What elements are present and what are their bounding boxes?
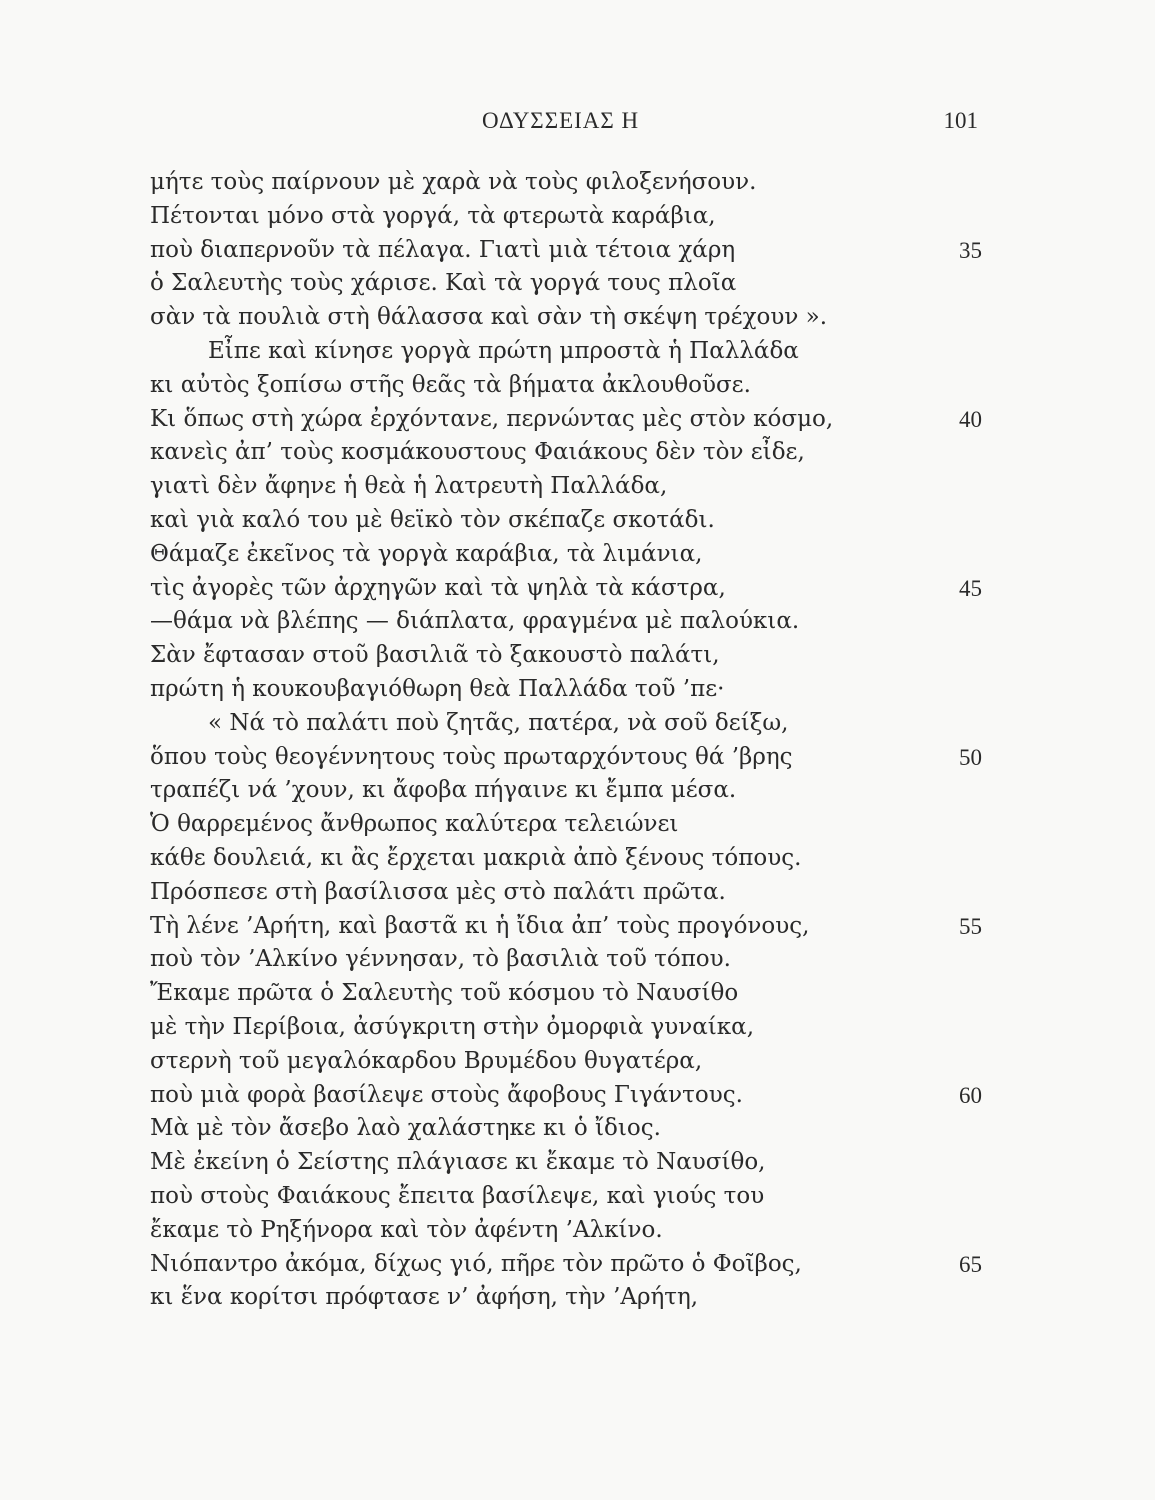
- verse-line: [150, 504, 990, 538]
- verse-line: [150, 673, 990, 707]
- verse-line: [150, 234, 990, 268]
- verse-text: στερνὴ τοῦ μεγαλόκαρδου Βρυμέδου θυγατέρα,: [150, 1047, 703, 1074]
- verse-line: [150, 335, 990, 369]
- verse-line: [150, 369, 990, 403]
- verse-text: Νιόπαντρο ἀκόμα, δίχως γιό, πῆρε τὸν πρῶτο ὁ Φοῖβος,: [150, 1250, 802, 1277]
- verse-line: [150, 977, 990, 1011]
- verse-text: ποὺ διαπερνοῦν τὰ πέλαγα. Γιατὶ μιὰ τέτοια χάρη: [150, 236, 736, 263]
- verse-line: [150, 741, 990, 775]
- verse-line: [150, 572, 990, 606]
- verse-line: [150, 403, 990, 437]
- verse-text: Πρόσπεσε στὴ βασίλισσα μὲς στὸ παλάτι πρῶτα.: [150, 878, 726, 905]
- line-number: 60: [959, 1082, 982, 1108]
- verse-text: μὲ τὴν Περίβοια, ἀσύγκριτη στὴν ὀμορφιὰ γυναίκα,: [150, 1013, 755, 1040]
- verse-line: [150, 1079, 990, 1113]
- verse-text: Θάμαζε ἐκεῖνος τὰ γοργὰ καράβια, τὰ λιμάνια,: [150, 540, 703, 567]
- line-number: 55: [959, 913, 982, 939]
- verse-line: [150, 707, 990, 741]
- verse-line: [150, 436, 990, 470]
- verse-text: ποὺ στοὺς Φαιάκους ἔπειτα βασίλεψε, καὶ γιούς του: [150, 1182, 765, 1209]
- verse-text: ὅπου τοὺς θεογέννητους τοὺς πρωταρχόντους θά ’βρης: [150, 743, 793, 770]
- verse-line: [150, 200, 990, 234]
- line-number: 65: [959, 1251, 982, 1277]
- verse-line: [150, 910, 990, 944]
- verse-text: ποὺ μιὰ φορὰ βασίλεψε στοὺς ἄφοβους Γιγάντους.: [150, 1081, 743, 1108]
- verse-text: Μὲ ἐκείνη ὁ Σείστης πλάγιασε κι ἔκαμε τὸ Ναυσίθο,: [150, 1149, 766, 1176]
- verse-text: Σὰν ἔφτασαν στοῦ βασιλιᾶ τὸ ξακουστὸ παλάτι,: [150, 642, 720, 669]
- verse-line: [150, 470, 990, 504]
- verse-text: Κι ὅπως στὴ χώρα ἐρχόντανε, περνώντας μὲς στὸν κόσμο,: [150, 405, 834, 432]
- verse-line: [150, 1180, 990, 1214]
- verse-line: [150, 943, 990, 977]
- verse-line: [150, 876, 990, 910]
- verse-block: [150, 166, 990, 1315]
- running-title: ΟΔΥΣΣΕΙΑΣ Η: [482, 108, 640, 133]
- verse-line: [150, 1112, 990, 1146]
- line-number: 35: [959, 237, 982, 263]
- verse-line: [150, 1045, 990, 1079]
- verse-text: πρώτη ἡ κουκουβαγιόθωρη θεὰ Παλλάδα τοῦ ’πε·: [150, 675, 725, 702]
- verse-text: Ὁ θαρρεμένος ἄνθρωπος καλύτερα τελειώνει: [150, 811, 679, 838]
- verse-text: τραπέζι νά ’χουν, κι ἄφοβα πήγαινε κι ἔμπα μέσα.: [150, 777, 737, 804]
- verse-text: ὁ Σαλευτὴς τοὺς χάρισε. Καὶ τὰ γοργά τους πλοῖα: [150, 270, 737, 297]
- verse-text: Πέτονται μόνο στὰ γοργά, τὰ φτερωτὰ καράβια,: [150, 202, 716, 229]
- verse-text: γιατὶ δὲν ἄφηνε ἡ θεὰ ἡ λατρευτὴ Παλλάδα,: [150, 473, 668, 500]
- page-number: 101: [943, 108, 978, 133]
- verse-text: Εἶπε καὶ κίνησε γοργὰ πρώτη μπροστὰ ἡ Παλλάδα: [208, 337, 799, 364]
- line-number: 50: [959, 744, 982, 770]
- verse-text: κι αὐτὸς ξοπίσω στῆς θεᾶς τὰ βήματα ἀκλουθοῦσε.: [150, 371, 751, 398]
- verse-line: [150, 1146, 990, 1180]
- page-header: [0, 108, 1155, 142]
- verse-text: καὶ γιὰ καλό του μὲ θεϊκὸ τὸν σκέπαζε σκοτάδι.: [150, 506, 715, 533]
- verse-text: κι ἕνα κορίτσι πρόφτασε ν’ ἀφήση, τὴν ’Αρήτη,: [150, 1284, 699, 1311]
- verse-text: κανεὶς ἀπ’ τοὺς κοσμάκουστους Φαιάκους δὲν τὸν εἶδε,: [150, 439, 805, 466]
- verse-line: [150, 1011, 990, 1045]
- verse-text: Τὴ λένε ’Αρήτη, καὶ βαστᾶ κι ἡ ἴδια ἀπ’ τοὺς προγόνους,: [150, 912, 810, 939]
- verse-text: σὰν τὰ πουλιὰ στὴ θάλασσα καὶ σὰν τὴ σκέψη τρέχουν ».: [150, 304, 828, 331]
- verse-line: [150, 267, 990, 301]
- verse-text: ἔκαμε τὸ Ρηξήνορα καὶ τὸν ἀφέντη ’Αλκίνο.: [150, 1216, 663, 1243]
- verse-line: [150, 301, 990, 335]
- verse-line: [150, 774, 990, 808]
- verse-line: [150, 1281, 990, 1315]
- verse-text: Ἔκαμε πρῶτα ὁ Σαλευτὴς τοῦ κόσμου τὸ Ναυσίθο: [150, 980, 739, 1007]
- verse-text: κάθε δουλειά, κι ἂς ἔρχεται μακριὰ ἀπὸ ξένους τόπους.: [150, 844, 802, 871]
- line-number: 45: [959, 575, 982, 601]
- verse-line: [150, 639, 990, 673]
- verse-line: [150, 166, 990, 200]
- verse-text: τὶς ἀγορὲς τῶν ἀρχηγῶν καὶ τὰ ψηλὰ τὰ κάστρα,: [150, 574, 726, 601]
- verse-line: [150, 808, 990, 842]
- line-number: 40: [959, 406, 982, 432]
- verse-line: [150, 1248, 990, 1282]
- verse-line: [150, 842, 990, 876]
- verse-line: [150, 538, 990, 572]
- verse-line: [150, 605, 990, 639]
- verse-text: —θάμα νὰ βλέπης — διάπλατα, φραγμένα μὲ παλούκια.: [150, 608, 800, 635]
- verse-line: [150, 1214, 990, 1248]
- verse-text: Μὰ μὲ τὸν ἄσεβο λαὸ χαλάστηκε κι ὁ ἴδιος.: [150, 1115, 661, 1142]
- verse-text: ποὺ τὸν ’Αλκίνο γέννησαν, τὸ βασιλιὰ τοῦ τόπου.: [150, 946, 731, 973]
- verse-text: « Νά τὸ παλάτι ποὺ ζητᾶς, πατέρα, νὰ σοῦ δείξω,: [208, 709, 789, 736]
- verse-text: μήτε τοὺς παίρνουν μὲ χαρὰ νὰ τοὺς φιλοξενήσουν.: [150, 169, 757, 195]
